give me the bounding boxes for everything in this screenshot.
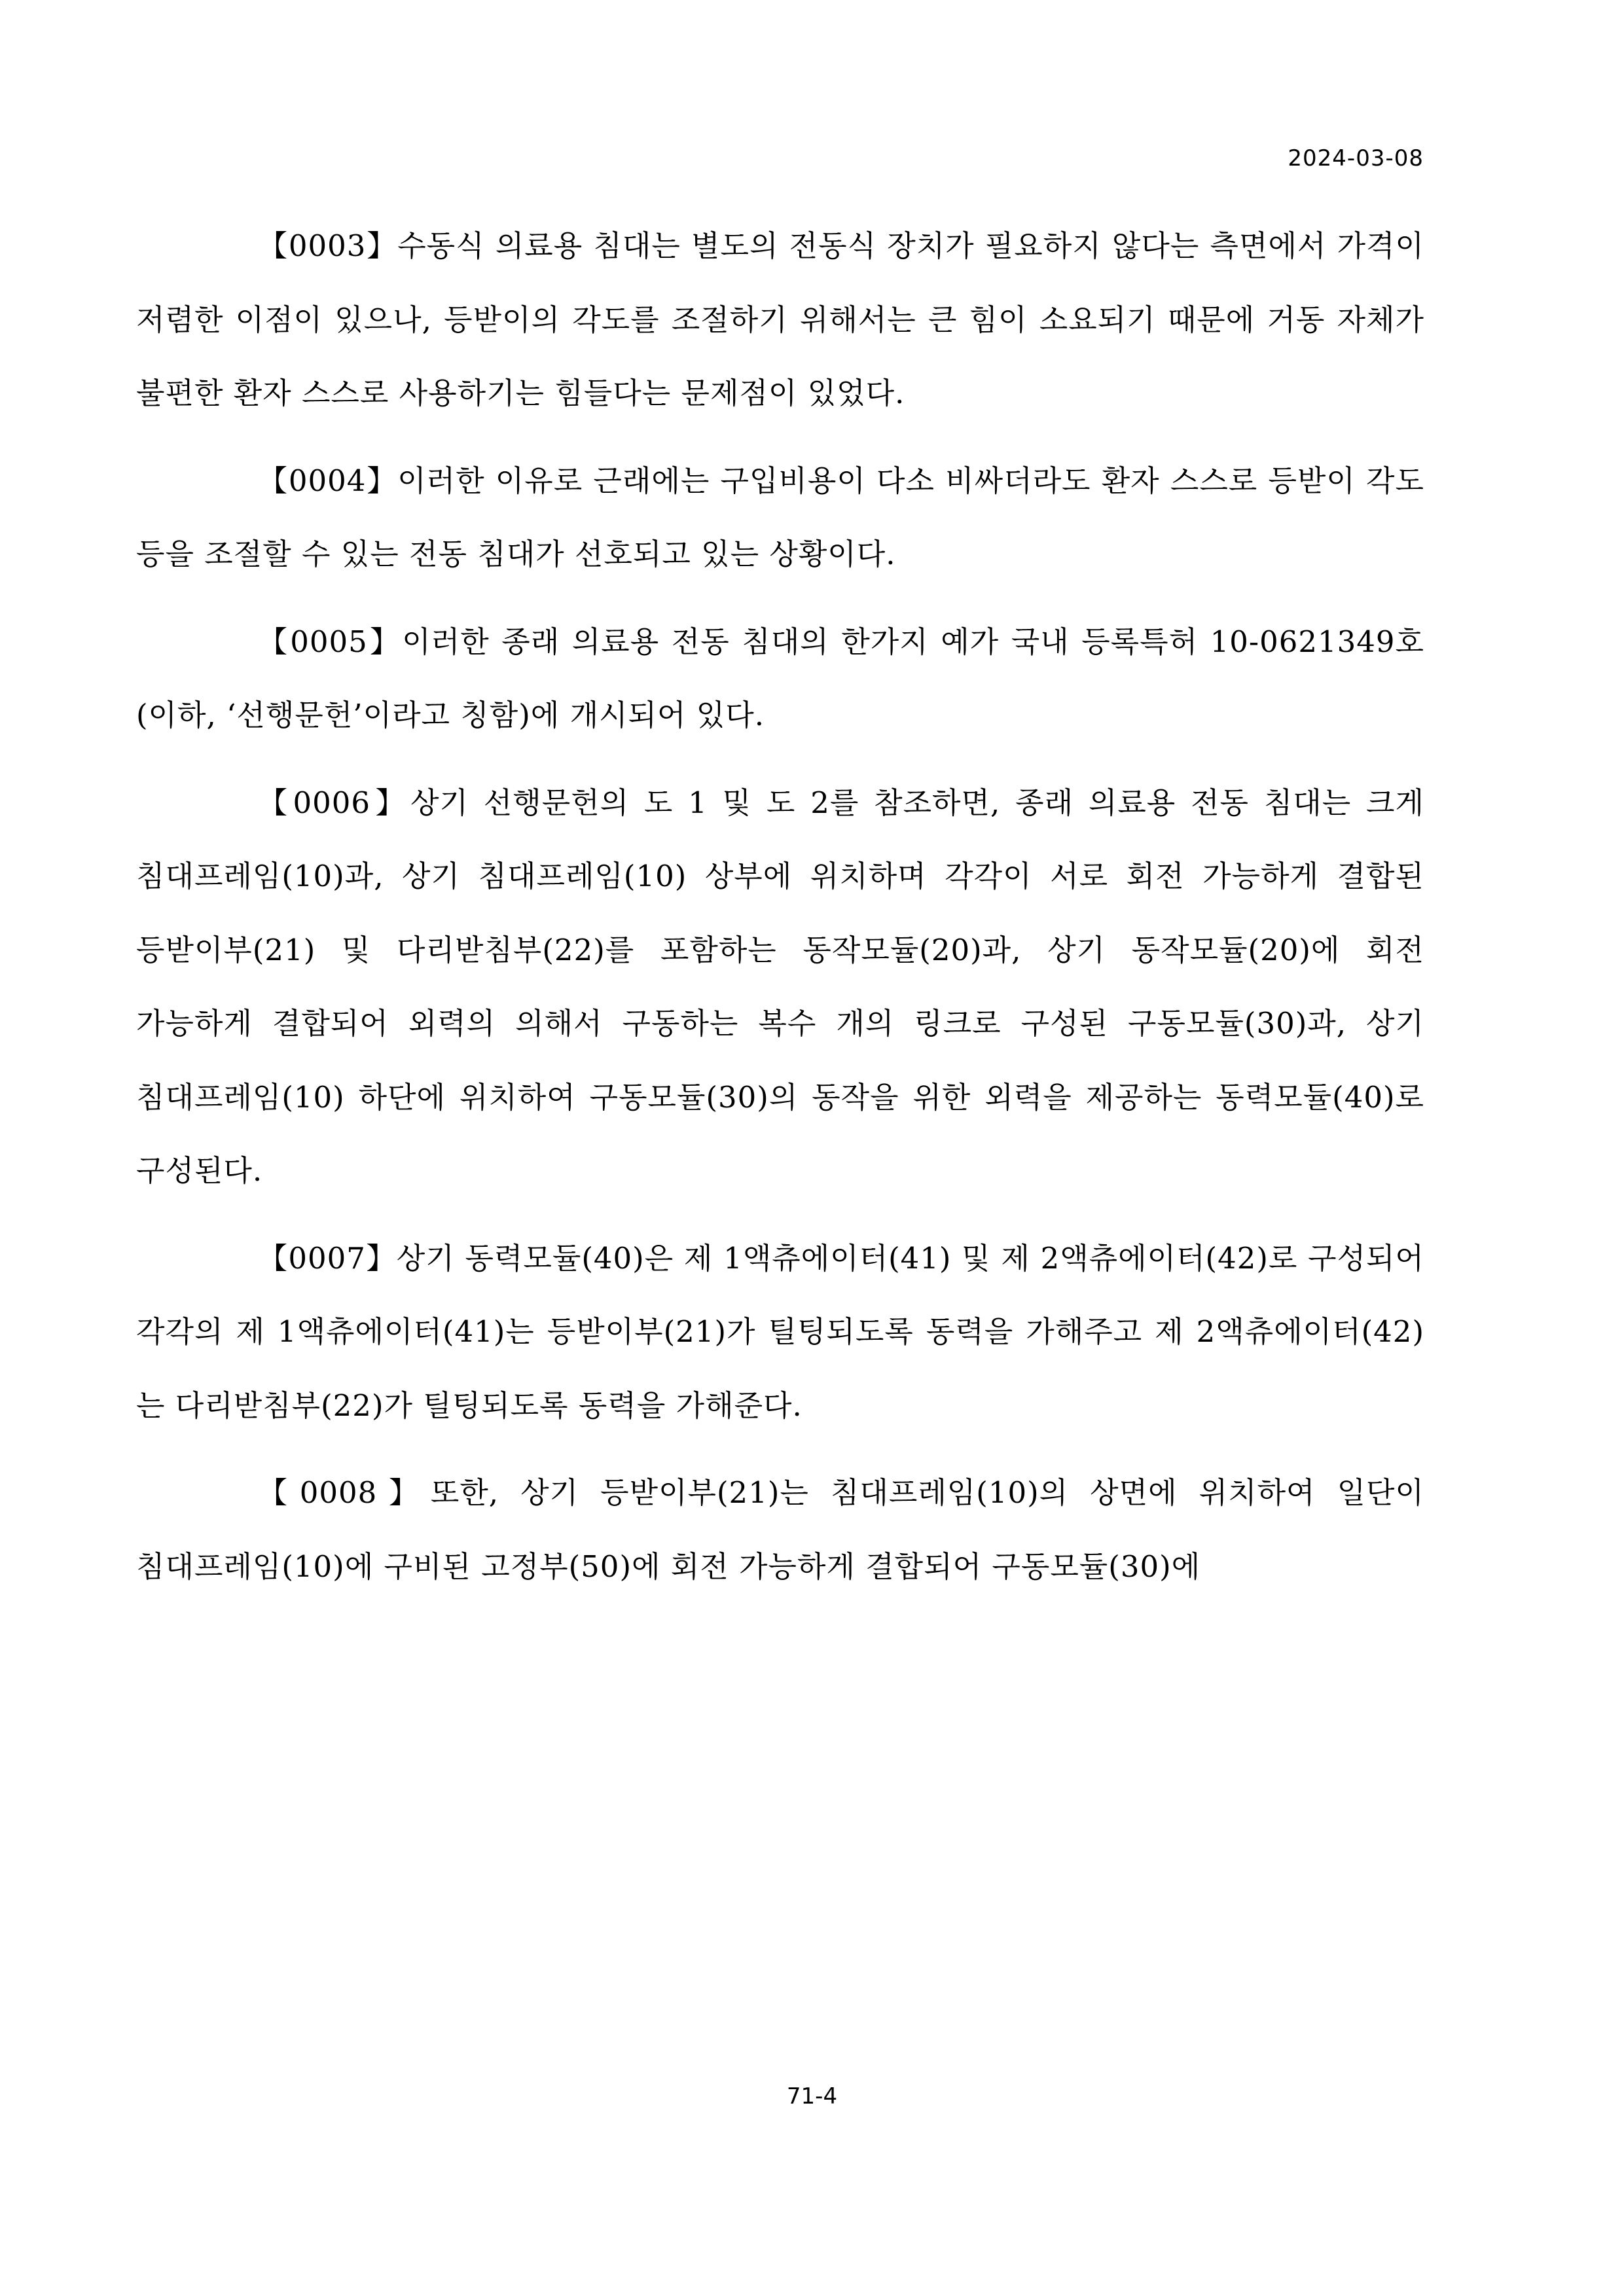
paragraph-number: 【0004】 [258,463,398,498]
paragraph-0006 [136,766,1424,1208]
paragraph-number: 【0003】 [258,228,398,263]
paragraph-0005 [136,605,1424,753]
paragraph-0007 [136,1222,1424,1443]
paragraph-number: 【0007】 [258,1240,397,1276]
paragraph-text: 이러한 종래 의료용 전동 침대의 한가지 예가 국내 등록특허 10-0621349호(이하, ‘선행문헌’이라고 칭함)에 개시되어 있다. [136,624,1424,732]
paragraph-text: 또한, 상기 등받이부(21)는 침대프레임(10)의 상면에 위치하여 일단이 침대프레임(10)에 구비된 고정부(50)에 회전 가능하게 결합되어 구동모듈(30)에 [136,1475,1424,1584]
document-body [136,209,1424,1617]
paragraph-text: 이러한 이유로 근래에는 구입비용이 다소 비싸더라도 환자 스스로 등받이 각도 등을 조절할 수 있는 전동 침대가 선호되고 있는 상황이다. [136,463,1424,571]
paragraph-number: 【0006】 [258,785,411,820]
page-number: 71-4 [786,2083,838,2109]
paragraph-0004 [136,444,1424,592]
document-date: 2024-03-08 [1288,145,1424,171]
paragraph-0003 [136,209,1424,431]
paragraph-text: 상기 선행문헌의 도 1 및 도 2를 참조하면, 종래 의료용 전동 침대는 크게 침대프레임(10)과, 상기 침대프레임(10) 상부에 위치하며 각각이 서로 회전 가능하게 결합된 등받이부(21) 및 다리받침부(22)를 포함하는 동작모듈(20)과, 상기 동작모듈(20)에 회전 가능하게 결합되어 외력의 의해서 구동하는 복수 개의 링크로 구성된 구동모듈(30)과, 상기 침대프레임(10) 하단에 위치하여 구동모듈(30)의 동작을 위한 외력을 제공하는 동력모듈(40)로 구성된다. [136,785,1424,1188]
paragraph-text: 상기 동력모듈(40)은 제 1액츄에이터(41) 및 제 2액츄에이터(42)로 구성되어 각각의 제 1액츄에이터(41)는 등받이부(21)가 틸팅되도록 동력을 가해주고 제 2액츄에이터(42)는 다리받침부(22)가 틸팅되도록 동력을 가해준다. [136,1240,1425,1423]
paragraph-text: 수동식 의료용 침대는 별도의 전동식 장치가 필요하지 않다는 측면에서 가격이 저렴한 이점이 있으나, 등받이의 각도를 조절하기 위해서는 큰 힘이 소요되기 때문에 거동 자체가 불편한 환자 스스로 사용하기는 힘들다는 문제점이 있었다. [136,228,1424,410]
paragraph-number: 【0008】 [258,1475,431,1510]
paragraph-number: 【0005】 [258,624,403,659]
paragraph-0008 [136,1456,1424,1604]
